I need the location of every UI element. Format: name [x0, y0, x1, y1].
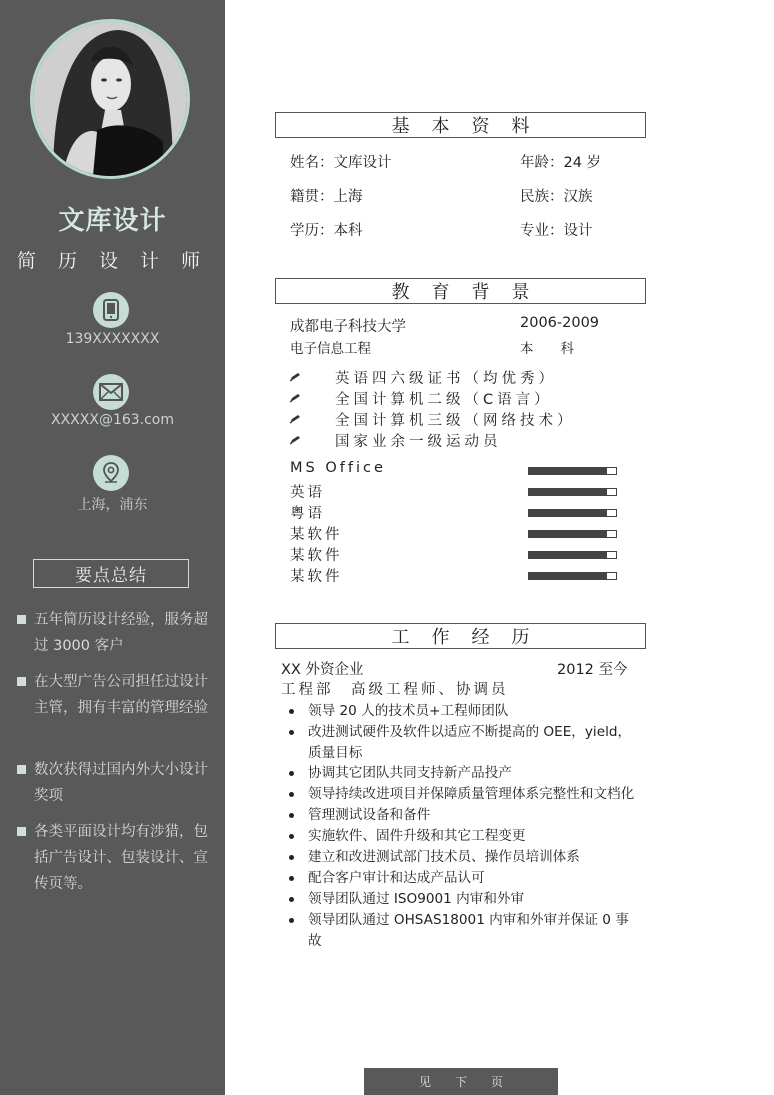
- profile-name: 文库设计: [58, 206, 167, 236]
- skill-bar: [528, 509, 617, 517]
- duty-item: 配合客户审计和达成产品认可: [289, 868, 641, 889]
- duty-item: 领导 20 人的技术员+工程师团队: [289, 701, 641, 722]
- pen-icon: [289, 433, 301, 449]
- skill-label: MS Office: [290, 460, 386, 476]
- basic-major: 专业：设计: [520, 223, 593, 239]
- pen-icon: [289, 370, 301, 386]
- profile-title: 简 历 设 计 师: [16, 250, 209, 272]
- skill-bar: [528, 572, 617, 580]
- pen-icon: [289, 412, 301, 428]
- basic-ethnicity: 民族：汉族: [520, 189, 593, 205]
- basic-education: 学历：本科: [290, 223, 363, 239]
- summary-item: 在大型广告公司担任过设计主管，拥有丰富的管理经验: [17, 669, 213, 721]
- avatar: [30, 19, 190, 179]
- sidebar: [0, 0, 225, 1095]
- duty-item: 领导持续改进项目并保障质量管理体系完整性和文档化: [289, 784, 641, 805]
- portrait-image: [33, 22, 187, 176]
- summary-item: 各类平面设计均有涉猎，包括广告设计、包装设计、宣传页等。: [17, 819, 213, 897]
- summary-heading: 要点总结: [33, 559, 189, 588]
- bullet-dot-icon: [289, 730, 294, 735]
- phone-icon: [93, 292, 129, 328]
- basic-name: 姓名：文库设计: [290, 155, 392, 171]
- bullet-square-icon: [17, 677, 26, 686]
- bullet-dot-icon: [289, 855, 294, 860]
- work-role: 工程部 高级工程师、协调员: [281, 682, 509, 698]
- bullet-dot-icon: [289, 709, 294, 714]
- summary-item: 数次获得过国内外大小设计奖项: [17, 757, 213, 809]
- edu-period: 2006-2009: [520, 315, 600, 331]
- basic-origin: 籍贯：上海: [290, 189, 363, 205]
- duty-item: 领导团队通过 OHSAS18001 内审和外审并保证 0 事故: [289, 910, 641, 951]
- mail-icon: [93, 374, 129, 410]
- skill-bar: [528, 467, 617, 475]
- bullet-square-icon: [17, 765, 26, 774]
- edu-major: 电子信息工程: [290, 341, 371, 357]
- email-address[interactable]: XXXXX@163.com: [50, 412, 175, 428]
- work-company: XX 外资企业: [281, 662, 364, 678]
- bullet-dot-icon: [289, 813, 294, 818]
- bullet-square-icon: [17, 827, 26, 836]
- skill-label: 某软件: [290, 548, 343, 564]
- section-heading-basic: 基本资料: [275, 112, 646, 138]
- bullet-square-icon: [17, 615, 26, 624]
- bullet-dot-icon: [289, 792, 294, 797]
- skill-label: 粤语: [290, 506, 325, 522]
- bullet-dot-icon: [289, 876, 294, 881]
- duty-item: 管理测试设备和备件: [289, 805, 641, 826]
- skill-bar: [528, 530, 617, 538]
- location-text: 上海，浦东: [77, 497, 148, 513]
- duty-item: 改进测试硬件及软件以适应不断提高的 OEE，yield，质量目标: [289, 722, 641, 763]
- basic-age: 年龄：24 岁: [520, 155, 602, 171]
- summary-item: 五年简历设计经验，服务超过 3000 客户: [17, 607, 213, 659]
- duty-item: 协调其它团队共同支持新产品投产: [289, 763, 641, 784]
- phone-number[interactable]: 139XXXXXXX: [65, 331, 160, 347]
- section-heading-education: 教育背景: [275, 278, 646, 304]
- pen-icon: [289, 391, 301, 407]
- next-page-button[interactable]: 见下页: [364, 1068, 558, 1095]
- skill-bar: [528, 551, 617, 559]
- skill-label: 某软件: [290, 569, 343, 585]
- location-icon: [93, 455, 129, 491]
- section-heading-work: 工作经历: [275, 623, 646, 649]
- edu-degree: 本 科: [520, 341, 574, 357]
- duty-item: 领导团队通过 ISO9001 内审和外审: [289, 889, 641, 910]
- duty-item: 建立和改进测试部门技术员、操作员培训体系: [289, 847, 641, 868]
- duty-item: 实施软件、固件升级和其它工程变更: [289, 826, 641, 847]
- bullet-dot-icon: [289, 771, 294, 776]
- work-period: 2012 至今: [557, 662, 628, 678]
- bullet-dot-icon: [289, 918, 294, 923]
- edu-school: 成都电子科技大学: [290, 319, 406, 335]
- skill-label: 某软件: [290, 527, 343, 543]
- skill-bar: [528, 488, 617, 496]
- bullet-dot-icon: [289, 834, 294, 839]
- bullet-dot-icon: [289, 897, 294, 902]
- skill-label: 英语: [290, 485, 325, 501]
